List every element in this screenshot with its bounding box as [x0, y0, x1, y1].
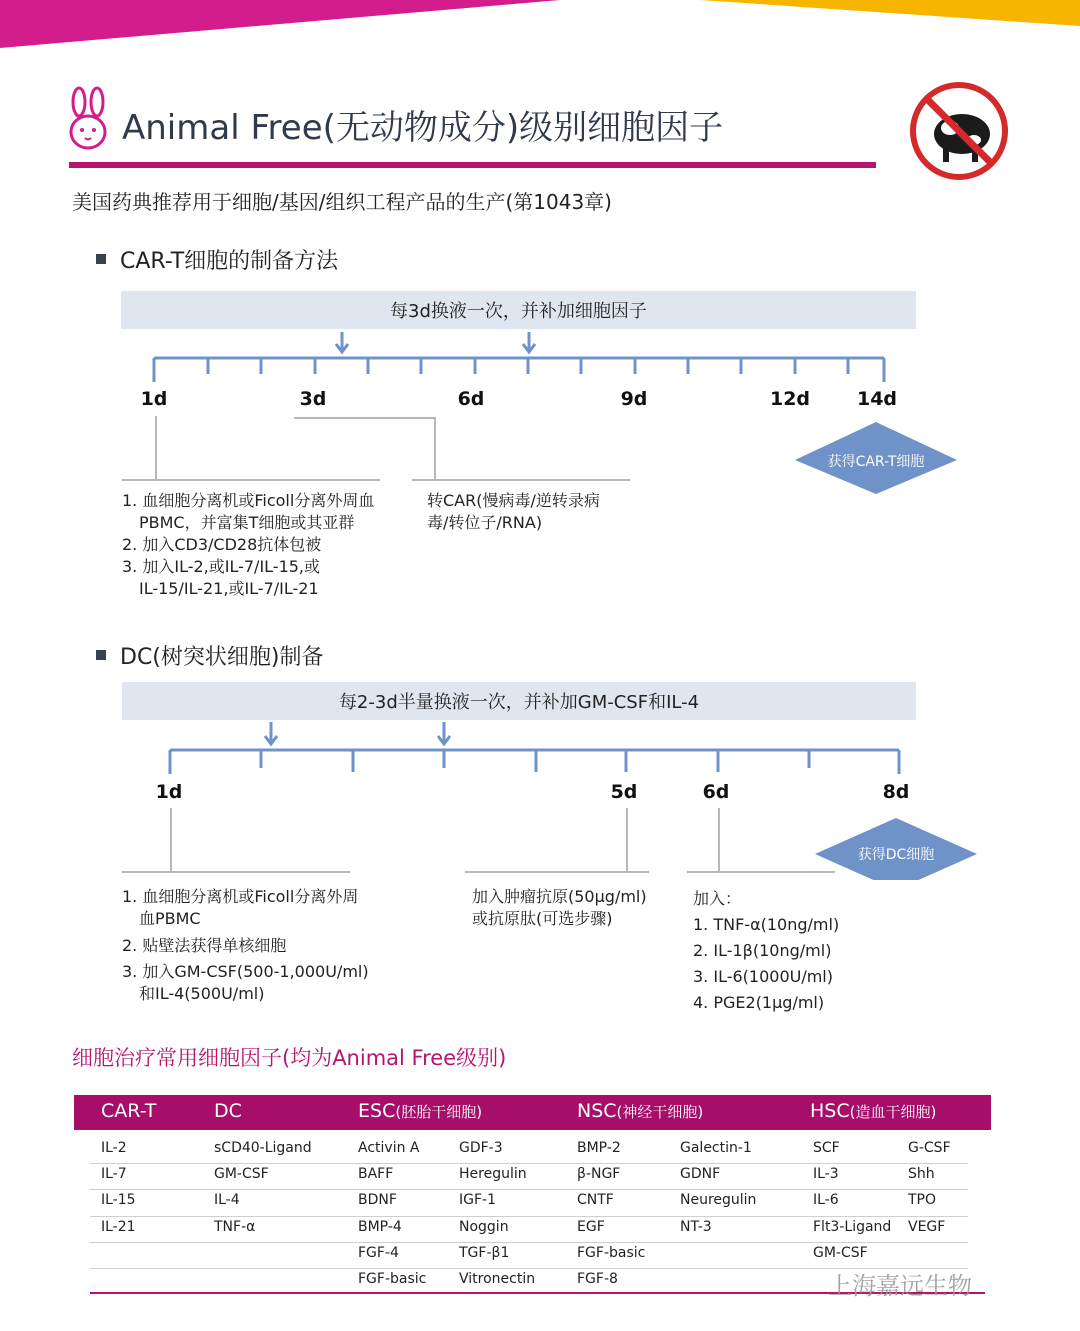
- page-subtitle: 美国药典推荐用于细胞/基因/组织工程产品的生产(第1043章): [72, 190, 612, 214]
- bullet-square-icon: [96, 650, 106, 660]
- table-cell: Flt3-Ligand: [813, 1218, 892, 1235]
- table-cell: IL-2: [101, 1140, 127, 1156]
- table-cell: Shh: [908, 1166, 935, 1183]
- table-heading: 细胞治疗常用细胞因子(均为Animal Free级别): [72, 1046, 507, 1070]
- table-cell: CNTF: [577, 1192, 614, 1209]
- table-cell: GM-CSF: [214, 1166, 269, 1183]
- table-cell: Galectin-1: [680, 1140, 752, 1156]
- cart-banner: 每3d换液一次，并补加细胞因子: [121, 291, 916, 329]
- table-cell: TPO: [908, 1192, 937, 1209]
- rabbit-icon: [66, 86, 110, 152]
- dc-steps-left: 1. 血细胞分离机或Ficoll分离外周 血PBMC 2. 贴壁法获得单核细胞 3. 加入GM-CSF(500-1,000U/ml) 和IL-4(500U/ml): [122, 887, 369, 1003]
- cart-day-label: 14d: [856, 388, 898, 410]
- table-cell: Activin A: [358, 1140, 420, 1156]
- dc-banner: 每2-3d半量换液一次，并补加GM-CSF和IL-4: [122, 682, 916, 720]
- dc-section-heading: DC(树突状细胞)制备: [96, 640, 323, 671]
- table-cell: IL-7: [101, 1166, 127, 1183]
- top-decoration: [0, 0, 1080, 48]
- table-cell: β-NGF: [577, 1166, 621, 1183]
- cart-day-label: 1d: [140, 388, 168, 410]
- cart-day-label: 6d: [457, 388, 485, 410]
- table-cell: Neuregulin: [680, 1192, 757, 1209]
- bullet-square-icon: [96, 254, 106, 264]
- table-header-hsc: HSC(造血干细胞): [810, 1100, 937, 1122]
- table-cell: Vitronectin: [459, 1271, 536, 1287]
- table-row-divider: [90, 1163, 968, 1164]
- dc-result-label: 获得DC细胞: [857, 847, 935, 863]
- table-cell: FGF-basic: [358, 1271, 427, 1287]
- cart-day-label: 9d: [620, 388, 648, 410]
- cart-steps-left: 1. 血细胞分离机或Ficoll分离外周血 PBMC，并富集T细胞或其亚群 2. 加入CD3/CD28抗体包被 3. 加入IL-2,或IL-7/IL-15,或 IL-15/IL-21,或IL-7/IL-21: [122, 491, 375, 598]
- table-cell: IL-4: [214, 1192, 240, 1209]
- watermark: 上海嘉远生物: [828, 1272, 972, 1300]
- dc-day-label: 1d: [155, 781, 183, 803]
- table-cell: G-CSF: [908, 1140, 951, 1156]
- table-row-divider: [90, 1242, 968, 1243]
- table-cell: IL-21: [101, 1218, 136, 1235]
- table-cell: Noggin: [459, 1218, 509, 1235]
- cart-day-label: 12d: [769, 388, 811, 410]
- table-cell: NT-3: [680, 1218, 712, 1235]
- table-cell: BDNF: [358, 1192, 397, 1209]
- dc-steps-right: 加入： 1. TNF-α(10ng/ml) 2. IL-1β(10ng/ml) 3. IL-6(1000U/ml) 4. PGE2(1μg/ml): [693, 889, 840, 1012]
- title-underline: [69, 162, 876, 168]
- table-cell: EGF: [577, 1218, 605, 1235]
- table-cell: BMP-2: [577, 1140, 621, 1156]
- table-cell: FGF-8: [577, 1271, 618, 1287]
- table-cell: BMP-4: [358, 1218, 402, 1235]
- table-cell: IGF-1: [459, 1192, 496, 1209]
- cart-timeline: [0, 330, 1080, 500]
- dc-steps-mid: 加入肿瘤抗原(50μg/ml) 或抗原肽(可选步骤): [472, 887, 647, 928]
- table-cell: GDNF: [680, 1166, 721, 1183]
- cart-section-heading: CAR-T细胞的制备方法: [96, 244, 338, 275]
- table-header-nsc: NSC(神经干细胞): [577, 1100, 704, 1122]
- table-header-esc: ESC(胚胎干细胞): [358, 1100, 483, 1122]
- table-cell: Heregulin: [459, 1166, 527, 1183]
- table-cell: FGF-basic: [577, 1244, 646, 1261]
- table-cell: FGF-4: [358, 1244, 399, 1261]
- table-cell: VEGF: [908, 1218, 946, 1235]
- cart-result-label: 获得CAR-T细胞: [827, 454, 925, 470]
- table-cell: BAFF: [358, 1166, 394, 1183]
- table-cell: SCF: [813, 1140, 840, 1156]
- table-row-divider: [90, 1216, 968, 1217]
- no-animal-cow-icon: [910, 82, 1008, 180]
- page-title: Animal Free(无动物成分)级别细胞因子: [122, 108, 724, 148]
- table-header-dc: DC: [214, 1100, 242, 1122]
- table-header-cart: CAR-T: [101, 1100, 157, 1122]
- cart-day-label: 3d: [299, 388, 327, 410]
- table-cell: IL-6: [813, 1192, 839, 1209]
- table-cell: IL-15: [101, 1192, 136, 1209]
- dc-day-label: 8d: [882, 781, 910, 803]
- dc-day-label: 6d: [702, 781, 730, 803]
- table-cell: TNF-α: [214, 1218, 256, 1235]
- dc-day-label: 5d: [610, 781, 638, 803]
- table-cell: IL-3: [813, 1166, 839, 1183]
- table-cell: TGF-β1: [459, 1244, 510, 1261]
- table-cell: GM-CSF: [813, 1244, 868, 1261]
- table-row-divider: [90, 1189, 968, 1190]
- cart-steps-right: 转CAR(慢病毒/逆转录病 毒/转位子/RNA): [427, 491, 600, 532]
- table-cell: GDF-3: [459, 1140, 503, 1156]
- table-cell: sCD40-Ligand: [214, 1140, 312, 1156]
